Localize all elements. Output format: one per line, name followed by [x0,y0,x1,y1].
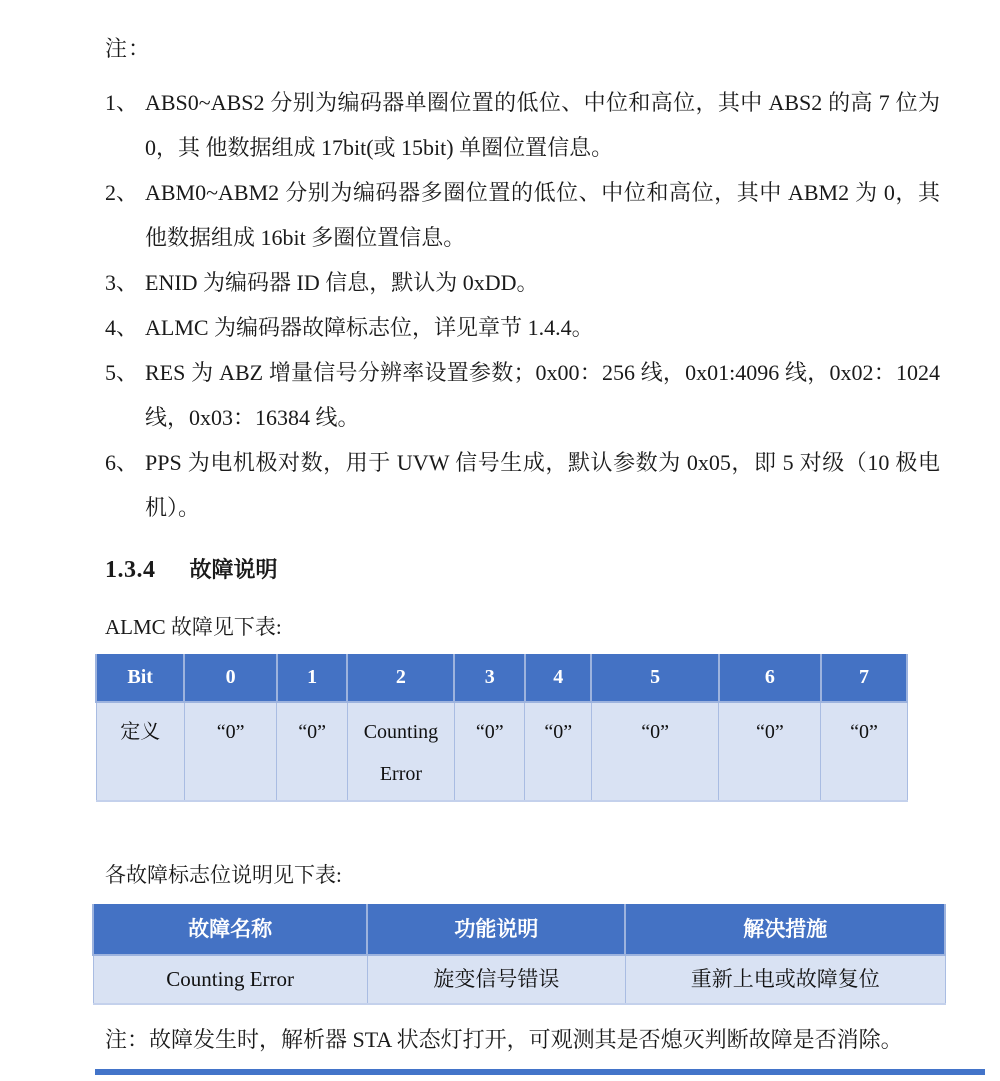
column-header: 7 [821,654,907,702]
list-item-text: PPS 为电机极对数，用于 UVW 信号生成，默认参数为 0x05，即 5 对级（10 极电机）。 [145,450,940,520]
table-cell: “0” [719,702,821,801]
table-header-row [93,904,945,955]
column-header: 3 [454,654,525,702]
table-cell: “0” [525,702,592,801]
list-item-text: ABS0~ABS2 分别为编码器单圈位置的低位、中位和高位，其中 ABS2 的高 7 位为 0，其 他数据组成 17bit(或 15bit) 单圈位置信息。 [145,90,940,160]
table-cell: Counting Error [93,955,367,1004]
section-heading [105,554,940,586]
list-item [105,260,940,305]
bit-table-lead: ALMC 故障见下表: [105,615,282,639]
list-item [105,80,940,170]
footer-divider-rule [95,1069,985,1075]
table-cell: 重新上电或故障复位 [625,955,945,1004]
column-header: 5 [591,654,718,702]
list-item-text: ABM0~ABM2 分别为编码器多圈位置的低位、中位和高位，其中 ABM2 为 0，其他数据组成 16bit 多圈位置信息。 [145,180,940,250]
column-header: 4 [525,654,592,702]
column-header: 解决措施 [625,904,945,955]
list-item [105,305,940,350]
list-item-number: 3、 [105,270,139,295]
table-cell: “0” [184,702,276,801]
column-header: 1 [277,654,348,702]
table-cell: 定义 [96,702,184,801]
column-header: 功能说明 [367,904,625,955]
table-cell: “0” [821,702,907,801]
list-item-text: ALMC 为编码器故障标志位，详见章节 1.4.4。 [145,315,594,340]
list-item-number: 2、 [105,180,139,205]
fault-table-lead: 各故障标志位说明见下表: [105,863,342,887]
footnote-text: 注：故障发生时，解析器 STA 状态灯打开，可观测其是否熄灭判断故障是否消除。 [105,1027,903,1052]
notes-label: 注： [105,36,152,61]
column-header: 0 [184,654,276,702]
list-item [105,350,940,440]
list-item-number: 4、 [105,315,139,340]
list-item-text: ENID 为编码器 ID 信息，默认为 0xDD。 [145,270,539,295]
column-header: 6 [719,654,821,702]
column-header: 2 [347,654,454,702]
notes-list [105,80,940,530]
table-cell: Counting Error [347,702,454,801]
fault-description-table [92,904,946,1005]
table-row [96,702,907,801]
table-cell: “0” [591,702,718,801]
table-cell: 旋变信号错误 [367,955,625,1004]
table-row [93,955,945,1004]
list-item [105,170,940,260]
section-number: 1.3.4 [105,557,156,583]
table-cell: “0” [454,702,525,801]
list-item-text: RES 为 ABZ 增量信号分辨率设置参数；0x00：256 线，0x01:4096 线，0x02：1024 线，0x03：16384 线。 [145,360,940,430]
almc-bit-table [95,654,908,802]
list-item-number: 1、 [105,90,139,115]
column-header: Bit [96,654,184,702]
list-item-number: 5、 [105,360,139,385]
section-title: 故障说明 [189,557,278,582]
column-header: 故障名称 [93,904,367,955]
list-item [105,440,940,530]
list-item-number: 6、 [105,450,139,475]
table-header-row [96,654,907,702]
table-cell: “0” [277,702,348,801]
